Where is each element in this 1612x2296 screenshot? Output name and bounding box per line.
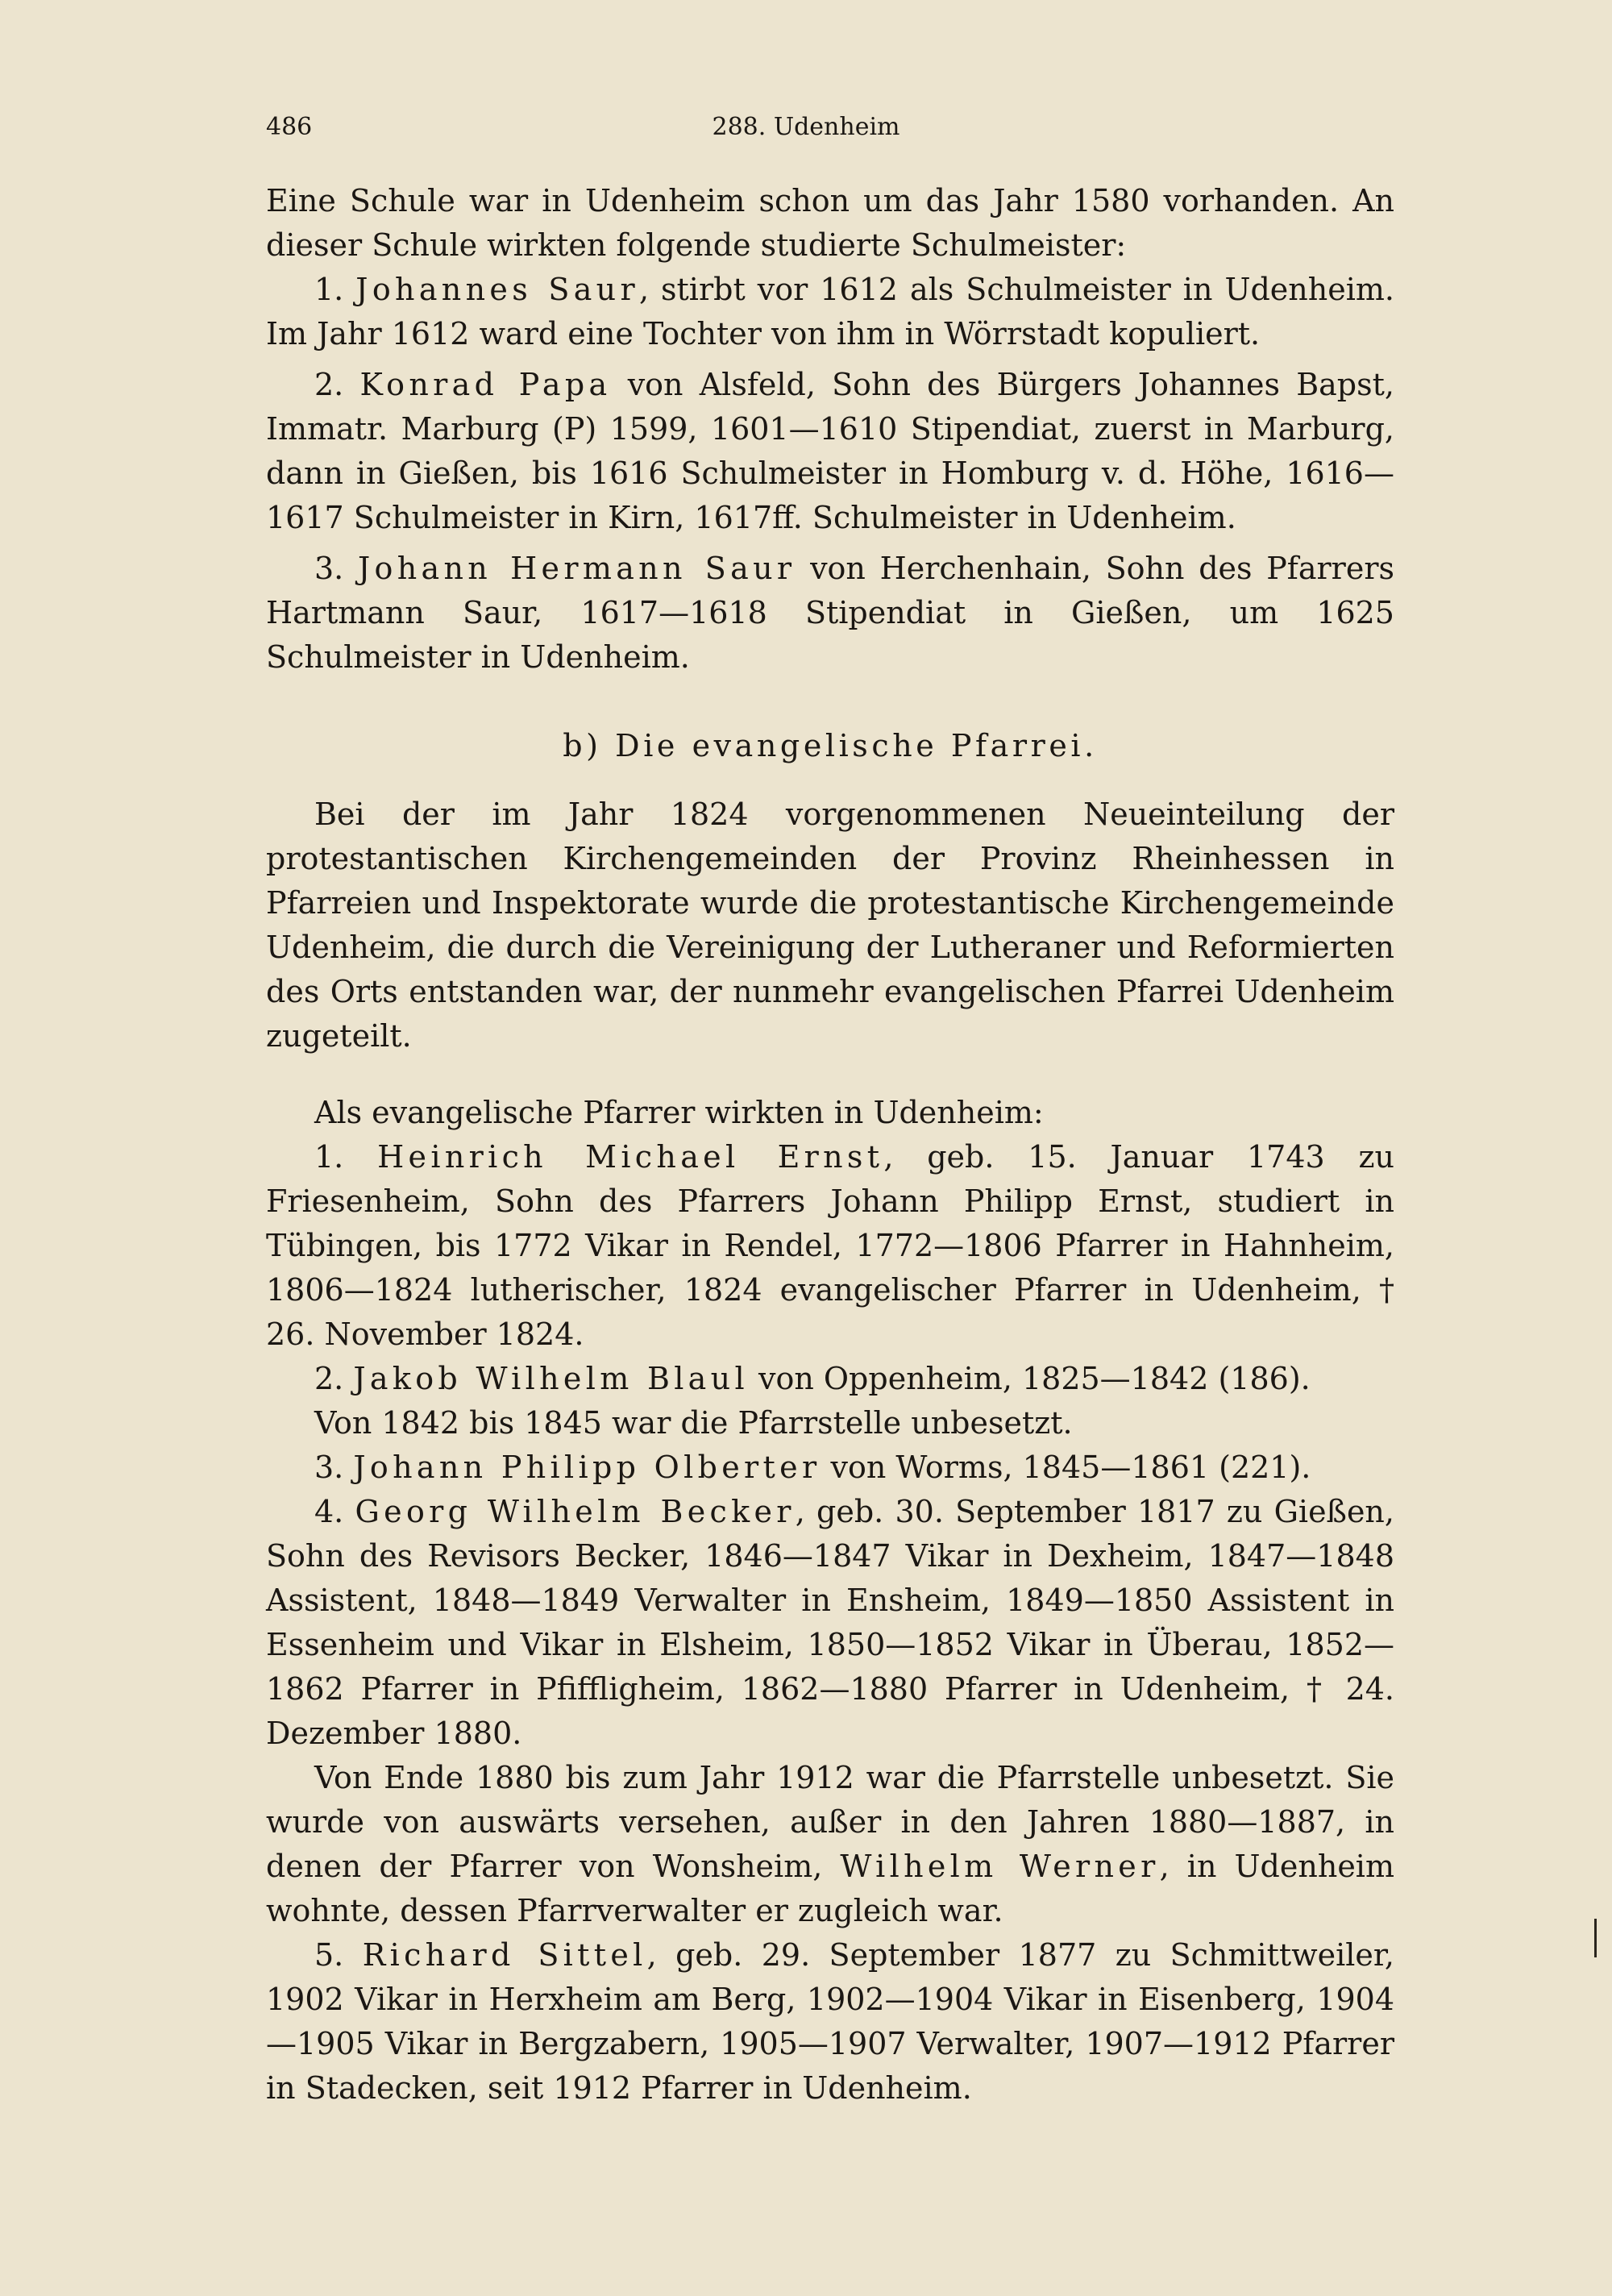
school-entry-1 [266,268,1394,356]
person-name: Johannes Saur [355,272,639,307]
vacancy-note-1: Von 1842 bis 1845 war die Pfarrstelle unbesetzt. [314,1405,1073,1441]
school-intro: Eine Schule war in Udenheim schon um das Jahr 1580 vorhanden. An dieser Schule wirkten folgende studierte Schulmeister: [266,183,1394,263]
person-name: Wilhelm Werner [840,1849,1160,1884]
school-entry-3 [266,547,1394,680]
entry-text: von Oppenheim, 1825—1842 (186). [748,1361,1311,1396]
note-text: Von Ende 1880 bis zum Jahr 1912 war die Pfarrstelle unbesetzt. Sie wurde von auswärts versehen, außer in den Jahren 1880—1887, in denen der Pfarrer von Wonsheim, [266,1760,1394,1884]
page-body [266,179,1394,2111]
entry-text: von Herchenhain, Sohn des Pfarrers Hartmann Saur, 1617—1618 Stipendiat in Gießen, um 1625 Schulmeister in Udenheim. [266,551,1394,675]
entry-number: 3. [314,1450,344,1485]
entry-number: 1. [314,1139,344,1175]
pastor-list-intro: Als evangelische Pfarrer wirkten in Udenheim: [314,1095,1044,1130]
entry-text: , geb. 30. September 1817 zu Gießen, Sohn des Revisors Becker, 1846—1847 Vikar in Dexheim, 1847—1848 Assistent, 1848—1849 Verwalter in Ensheim, 1849—1850 Assistent in Essenheim und Vikar in Elsheim, 1850—1852 Vikar in Überau, 1852—1862 Pfarrer in Pfiffligheim, 1862—1880 Pfarrer in Udenheim, † 24. Dezember 1880. [266,1494,1394,1751]
pastor-entry-3 [266,1445,1394,1490]
section-heading: b) Die evangelische Pfarrei. [563,728,1098,763]
entry-text: von Alsfeld, Sohn des Bürgers Johannes Bapst, Immatr. Marburg (P) 1599, 1601—1610 Stipendiat, zuerst in Marburg, dann in Gießen, bis 1616 Schulmeister in Homburg v. d. Höhe, 1616—1617 Schulmeister in Kirn, 1617ff. Schulmeister in Udenheim. [266,367,1394,535]
running-head: 288. Udenheim [712,113,900,141]
page-header [0,113,1612,148]
pastor-entry-4 [266,1490,1394,1756]
page-number: 486 [266,113,313,141]
entry-text: , geb. 15. Januar 1743 zu Friesenheim, Sohn des Pfarrers Johann Philipp Ernst, studiert in Tübingen, bis 1772 Vikar in Rendel, 1772—1806 Pfarrer in Hahnheim, 1806—1824 lutherischer, 1824 evangelischer Pfarrer in Udenheim, † 26. November 1824. [266,1139,1394,1352]
entry-number: 5. [314,1937,344,1973]
entry-number: 4. [314,1494,344,1529]
person-name: Heinrich Michael Ernst [377,1139,884,1175]
entry-number: 2. [314,1361,344,1396]
person-name: Konrad Papa [359,367,612,402]
person-name: Georg Wilhelm Becker [355,1494,796,1529]
entry-number: 1. [314,272,344,307]
pastor-entry-2 [266,1357,1394,1401]
parish-intro: Bei der im Jahr 1824 vorgenommenen Neueinteilung der protestantischen Kirchengemeinden der Provinz Rheinhessen in Pfarreien und Inspektorate wurde die protestantische Kirchengemeinde Udenheim, die durch die Vereinigung der Lutheraner und Reformierten des Orts entstanden war, der nunmehr evangelischen Pfarrei Udenheim zugeteilt. [266,797,1394,1054]
pastor-entry-5 [266,1933,1394,2111]
school-entry-2 [266,363,1394,540]
person-name: Johann Philipp Olberter [353,1450,821,1485]
note-text: , in Udenheim wohnte, dessen Pfarrverwalter er zugleich war. [266,1849,1394,1928]
person-name: Jakob Wilhelm Blaul [353,1361,749,1396]
pastor-entry-1 [266,1135,1394,1357]
margin-mark [1594,1919,1597,1957]
person-name: Johann Hermann Saur [357,551,796,586]
entry-number: 3. [314,551,344,586]
entry-text: , geb. 29. September 1877 zu Schmittweiler, 1902 Vikar in Herxheim am Berg, 1902—1904 Vikar in Eisenberg, 1904—1905 Vikar in Bergzabern, 1905—1907 Verwalter, 1907—1912 Pfarrer in Stadecken, seit 1912 Pfarrer in Udenheim. [266,1937,1394,2106]
person-name: Richard Sittel [362,1937,647,1973]
entry-text: von Worms, 1845—1861 (221). [821,1450,1311,1485]
vacancy-note-2 [266,1756,1394,1933]
entry-text: , stirbt vor 1612 als Schulmeister in Udenheim. Im Jahr 1612 ward eine Tochter von ihm in Wörrstadt kopuliert. [266,272,1394,351]
entry-number: 2. [314,367,344,402]
